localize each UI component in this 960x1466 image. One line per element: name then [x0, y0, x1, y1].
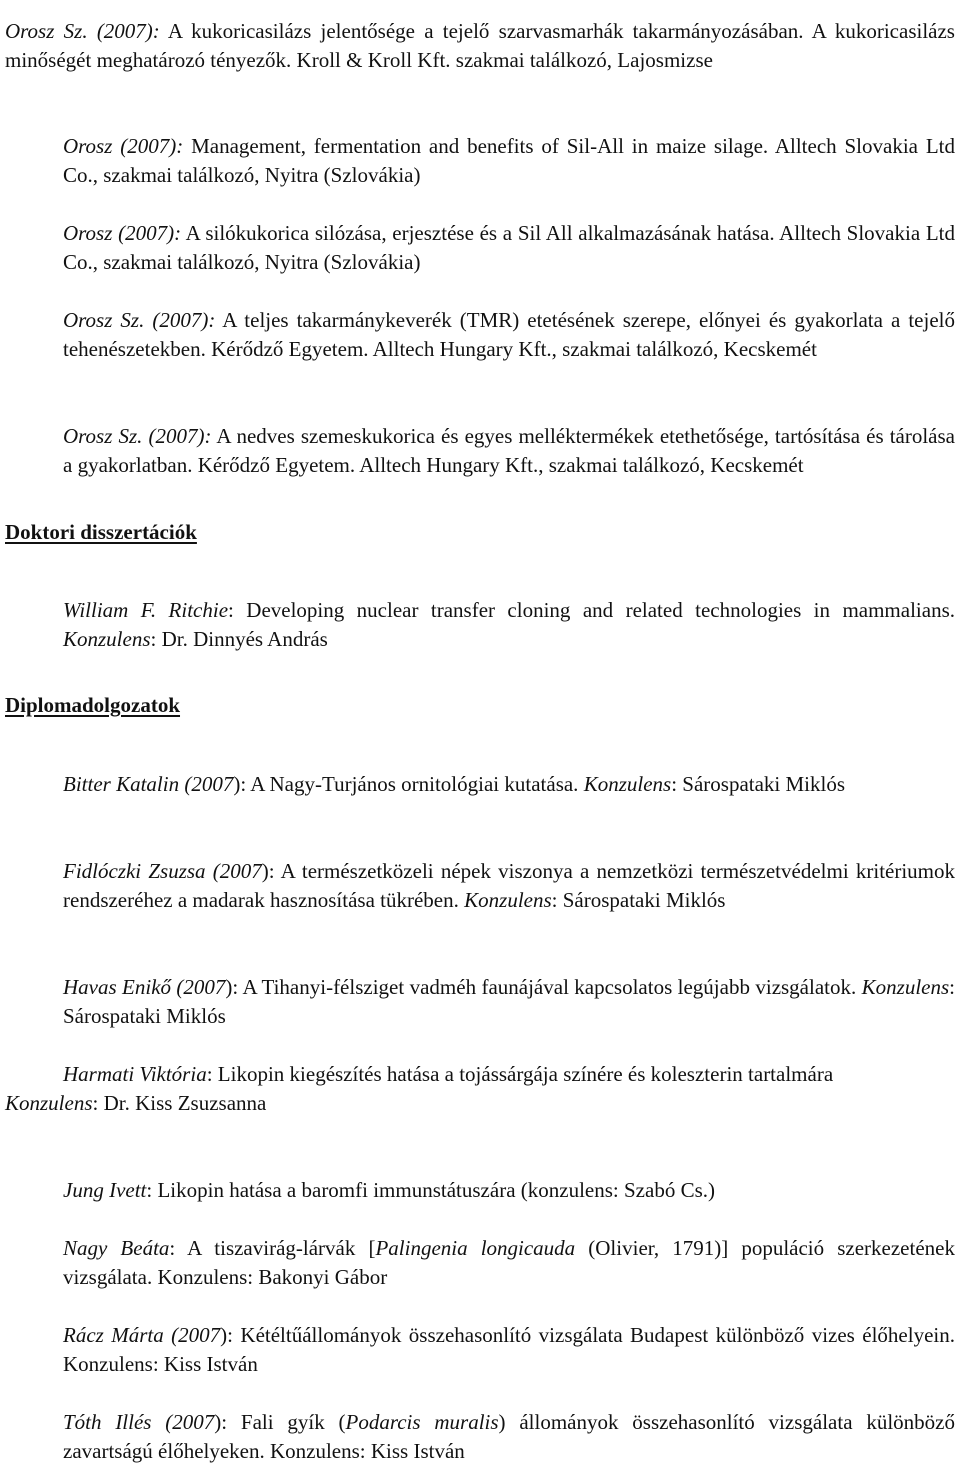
publication-entry [5, 17, 955, 75]
konzulens-label: Konzulens [5, 1091, 93, 1115]
konzulens-label: Konzulens [583, 772, 672, 796]
thesis-entry [5, 1060, 955, 1118]
section-heading-dissertations: Doktori disszertációk [5, 520, 197, 544]
entry-supervisor: : Dr. Kiss Zsuzsanna [92, 1091, 267, 1115]
entry-author: Orosz (2007): [63, 221, 182, 245]
entry-text: ): Fali gyík ( [214, 1410, 346, 1434]
konzulens-label: Konzulens [861, 975, 950, 999]
entry-supervisor: : Sárospataki Miklós [63, 975, 955, 1028]
entry-text: ): A Tihanyi-félsziget vadméh faunájával kapcsolatos legújabb vizsgálatok. [225, 975, 862, 999]
publication-entry [5, 306, 955, 364]
entry-author: Jung Ivett [63, 1178, 147, 1202]
entry-text: ): A természetközeli népek viszonya a nemzetközi természetvédelmi kritériumok rendszeréhez a madarak hasznosítása tükrében. [63, 859, 956, 912]
publication-entry [5, 422, 955, 480]
thesis-entry [5, 1408, 955, 1466]
section-heading-theses: Diplomadolgozatok [5, 693, 181, 717]
thesis-entry [5, 1321, 955, 1379]
dissertation-entry [5, 596, 955, 654]
entry-text-continued: (Olivier, 1791)] populáció szerkezetének vizsgálata. Konzulens: Bakonyi Gábor [63, 1236, 955, 1289]
konzulens-label: Konzulens [464, 888, 552, 912]
entry-text: A kukoricasilázs jelentősége a tejelő szarvasmarhák takarmányozásában. A kukoricasilázs minőségét meghatározó tényezők. Kroll & Kroll Kft. szakmai találkozó, Lajosmizse [5, 19, 955, 72]
thesis-entry [5, 770, 955, 799]
entry-author: Nagy Beáta [63, 1236, 170, 1260]
entry-text: A teljes takarmánykeverék (TMR) etetésének szerepe, előnyei és gyakorlata a tejelő tehenészetekben. Kérődző Egyetem. Alltech Hungary Kft., szakmai találkozó, Kecskemét [63, 308, 955, 361]
thesis-entry [5, 973, 955, 1031]
entry-author: Orosz Sz. (2007): [63, 308, 216, 332]
publication-entry [5, 132, 955, 190]
entry-text: A silókukorica silózása, erjesztése és a Sil All alkalmazásának hatása. Alltech Slovakia Ltd Co., szakmai találkozó, Nyitra (Szlovákia) [63, 221, 955, 274]
entry-text: Management, fermentation and benefits of Sil-All in maize silage. Alltech Slovakia Ltd Co., szakmai találkozó, Nyitra (Szlovákia) [63, 134, 955, 187]
entry-author: Rácz Márta (2007 [63, 1323, 221, 1347]
entry-author: Fidlóczki Zsuzsa (2007 [63, 859, 262, 883]
species-name: Podarcis muralis [345, 1410, 499, 1434]
thesis-entry [5, 857, 955, 915]
entry-text: : Likopin kiegészítés hatása a tojássárgája színére és koleszterin tartalmára [206, 1062, 834, 1086]
publication-entry [5, 219, 955, 277]
thesis-entry [5, 1234, 955, 1292]
entry-supervisor: : Sárospataki Miklós [671, 772, 846, 796]
entry-author: William F. Ritchie [63, 598, 229, 622]
thesis-entry [5, 1176, 955, 1205]
entry-author: Tóth Illés (2007 [63, 1410, 215, 1434]
entry-text: A nedves szemeskukorica és egyes melléktermékek etethetősége, tartósítása és tárolása a gyakorlatban. Kérődző Egyetem. Alltech Hungary Kft., szakmai találkozó, Kecskemét [63, 424, 955, 477]
entry-author: Harmati Viktória [63, 1062, 207, 1086]
species-name: Palingenia longicauda [375, 1236, 576, 1260]
entry-text: : Likopin hatása a baromfi immunstátuszára (konzulens: Szabó Cs.) [146, 1178, 715, 1202]
entry-supervisor: : Dr. Dinnyés András [150, 627, 328, 651]
entry-author: Havas Enikő (2007 [63, 975, 226, 999]
entry-text: ): A Nagy-Turjános ornitológiai kutatása. [233, 772, 584, 796]
entry-supervisor: : Sárospataki Miklós [551, 888, 726, 912]
entry-author: Orosz Sz. (2007): [5, 19, 160, 43]
entry-text: ): Kétéltűállományok összehasonlító vizsgálata Budapest különböző vizes élőhelyein. Konzulens: Kiss István [63, 1323, 955, 1376]
entry-text: : Developing nuclear transfer cloning and related technologies in mammalians. [228, 598, 955, 622]
entry-text-continued: ) állományok összehasonlító vizsgálata különböző zavartságú élőhelyeken. Konzulens: Kiss István [63, 1410, 955, 1463]
entry-author: Orosz (2007): [63, 134, 184, 158]
entry-author: Orosz Sz. (2007): [63, 424, 212, 448]
konzulens-label: Konzulens [63, 627, 151, 651]
entry-author: Bitter Katalin (2007 [63, 772, 234, 796]
entry-text: : A tiszavirág-lárvák [ [169, 1236, 376, 1260]
